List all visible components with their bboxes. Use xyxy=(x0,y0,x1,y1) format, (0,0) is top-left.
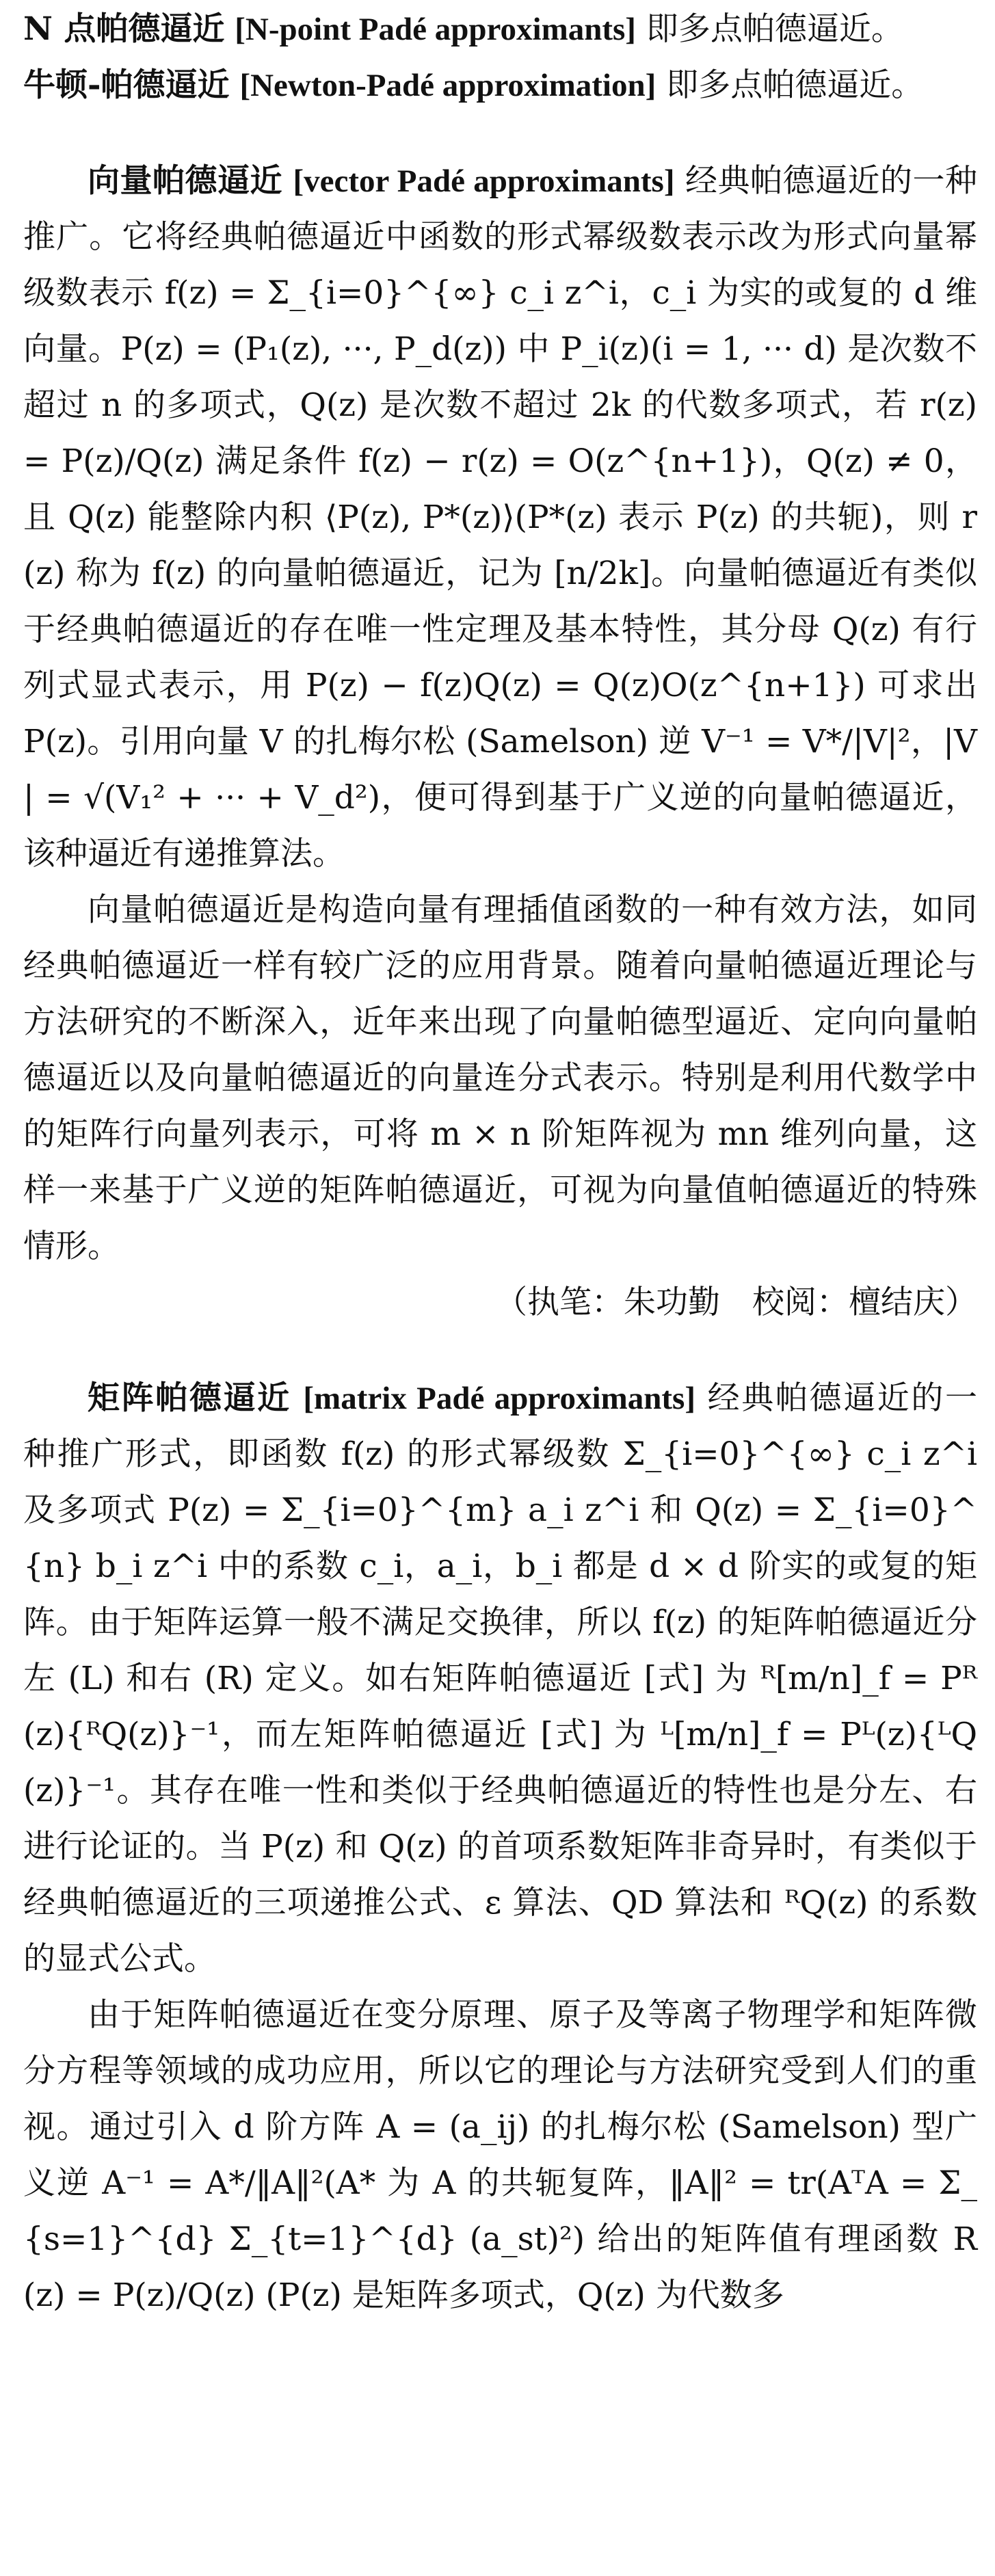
entry-divider-space xyxy=(23,114,977,153)
entry-paragraph-2: 由于矩阵帕德逼近在变分原理、原子及等离子物理学和矩阵微分方程等领域的成功应用，所以它的理论与方法研究受到人们的重视。通过引入 d 阶方阵 A = (a_ij) 的扎梅尔松 (Samelson) 型广义逆 A⁻¹ = A*/‖A‖²(A* 为 A 的共轭复阵，‖A‖² = tr(AᵀA = Σ_{s=1}^{d} Σ_{t=1}^{d} (a_st)²) 给出的矩阵值有理函数 R(z) = P(z)/Q(z) (P(z) 是矩阵多项式，Q(z) 为代数多 xyxy=(23,1996,977,2314)
entry-body: 经典帕德逼近的一种推广形式，即函数 f(z) 的形式幂级数 Σ_{i=0}^{∞} c_i z^i 及多项式 P(z) = Σ_{i=0}^{m} a_i z^i 和 Q(z) = Σ_{i=0}^{n} b_i z^i 中的系数 c_i，a_i，b_i 都是 d × d 阶实的或复的矩阵。由于矩阵运算一般不满足交换律，所以 f(z) 的矩阵帕德逼近分左 (L) 和右 (R) 定义。如右矩阵帕德逼近 [式] 为 ᴿ[m/n]_f = Pᴿ(z){ᴿQ(z)}⁻¹，而左矩阵帕德逼近 [式] 为 ᴸ[m/n]_f = Pᴸ(z){ᴸQ(z)}⁻¹。其存在唯一性和类似于经典帕德逼近的特性也是分左、右进行论证的。当 P(z) 和 Q(z) 的首项系数矩阵非奇异时，有类似于经典帕德逼近的三项递推公式、ε 算法、QD 算法和 ᴿQ(z) 的系数的显式公式。 xyxy=(23,1379,978,1978)
entry-paragraph xyxy=(23,57,977,114)
dictionary-page xyxy=(23,0,977,2324)
entry-english-term: [Newton-Padé approximation] xyxy=(239,68,656,103)
entry-body: 即多点帕德逼近。 xyxy=(646,10,903,48)
entry-newton-pade xyxy=(23,57,977,114)
entry-paragraph xyxy=(23,1370,977,1987)
entry-paragraph-2: 向量帕德逼近是构造向量有理插值函数的一种有效方法，如同经典帕德逼近一样有较广泛的应用背景。随着向量帕德逼近理论与方法研究的不断深入，近年来出现了向量帕德型逼近、定向向量帕德逼近以及向量帕德逼近的向量连分式表示。特别是利用代数学中的矩阵行向量列表示，可将 m × n 阶矩阵视为 mn 维列向量，这样一来基于广义逆的矩阵帕德逼近，可视为向量值帕德逼近的特殊情形。 xyxy=(23,891,977,1265)
entry-credit: （执笔：朱功勤 校阅：檀结庆） xyxy=(495,1284,977,1321)
entry-english-term: [N-point Padé approximants] xyxy=(235,12,636,47)
entry-paragraph xyxy=(23,1,977,57)
entry-divider-space xyxy=(23,1331,977,1370)
entry-headword: 矩阵帕德逼近 xyxy=(88,1379,291,1417)
entry-paragraph xyxy=(23,153,977,882)
entry-body: 即多点帕德逼近。 xyxy=(666,66,924,104)
entry-n-point-pade xyxy=(23,1,977,57)
entry-matrix-pade xyxy=(23,1370,977,2324)
entry-english-term: [vector Padé approximants] xyxy=(293,163,675,199)
entry-body: 经典帕德逼近的一种推广。它将经典帕德逼近中函数的形式幂级数表示改为形式向量幂级数表示 f(z) = Σ_{i=0}^{∞} c_i z^i，c_i 为实的或复的 d 维向量。P(z) = (P₁(z), ···, P_d(z)) 中 P_i(z)(i = 1, ··· d) 是次数不超过 n 的多项式，Q(z) 是次数不超过 2k 的代数多项式，若 r(z) = P(z)/Q(z) 满足条件 f(z) − r(z) = O(z^{n+1})，Q(z) ≠ 0，且 Q(z) 能整除内积 ⟨P(z), P*(z)⟩(P*(z) 表示 P(z) 的共轭)，则 r(z) 称为 f(z) 的向量帕德逼近，记为 [n/2k]。向量帕德逼近有类似于经典帕德逼近的存在唯一性定理及基本特性，其分母 Q(z) 有行列式显式表示，用 P(z) − f(z)Q(z) = Q(z)O(z^{n+1}) 可求出 P(z)。引用向量 V 的扎梅尔松 (Samelson) 逆 V⁻¹ = V*/|V|²，|V| = √(V₁² + ··· + V_d²)，便可得到基于广义逆的向量帕德逼近，该种逼近有递推算法。 xyxy=(23,162,978,873)
entry-vector-pade xyxy=(23,153,977,1331)
entry-headword: N 点帕德逼近 xyxy=(23,10,225,48)
entry-headword: 向量帕德逼近 xyxy=(88,162,283,200)
entry-headword: 牛顿-帕德逼近 xyxy=(23,66,230,104)
entry-english-term: [matrix Padé approximants] xyxy=(303,1381,695,1416)
